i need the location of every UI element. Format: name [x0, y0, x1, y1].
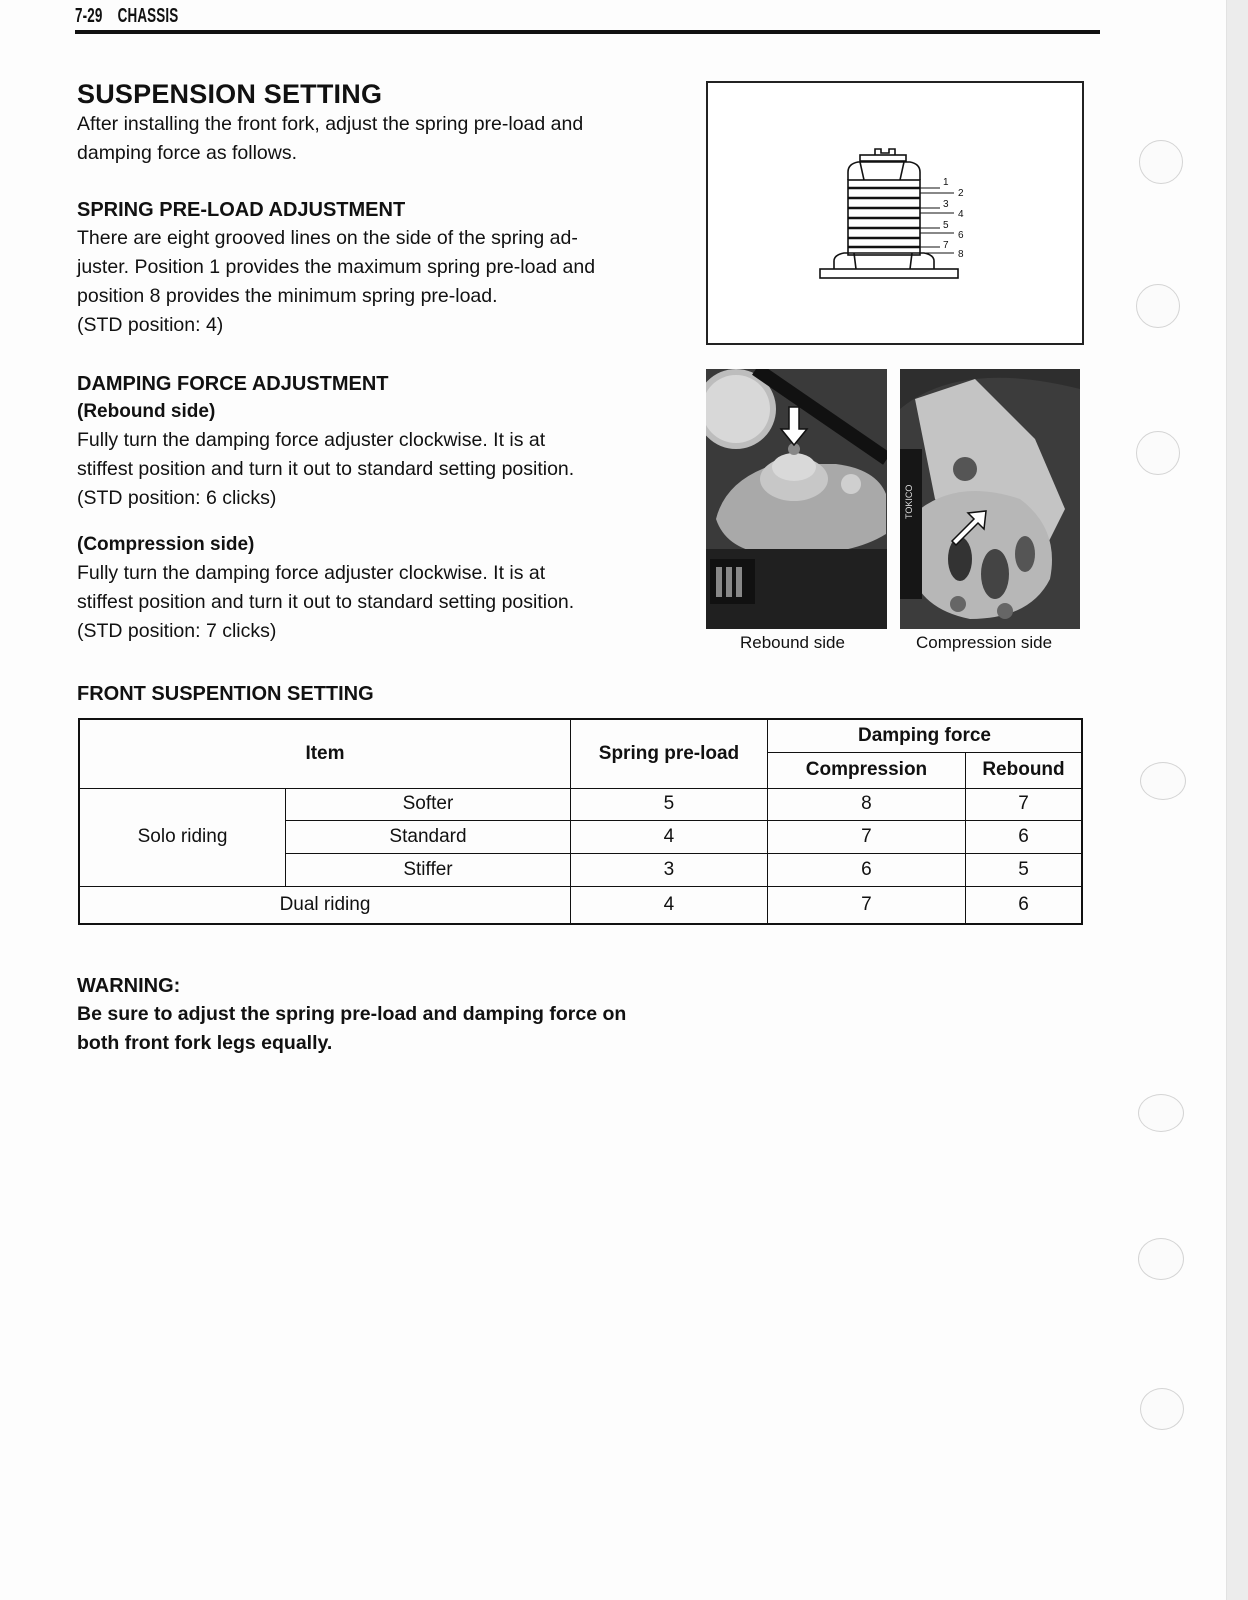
subsection-heading: DAMPING FORCE ADJUSTMENT: [77, 373, 389, 395]
spring-value: 4: [570, 820, 767, 853]
groove-label: 4: [958, 209, 964, 220]
table-title: FRONT SUSPENTION SETTING: [77, 683, 374, 705]
section-title: CHASSIS: [117, 5, 179, 27]
rebound-side-photo: [706, 369, 887, 629]
header-spring-preload: Spring pre-load: [570, 719, 767, 788]
compression-value: 8: [767, 788, 965, 820]
std-position: (STD position: 6 clicks): [77, 487, 277, 509]
row-label: Standard: [286, 820, 571, 853]
rebound-value: 7: [965, 788, 1082, 820]
spring-value: 3: [570, 853, 767, 886]
header-damping-force: Damping force: [767, 719, 1082, 752]
groove-label: 5: [943, 220, 949, 231]
binder-hole: [1140, 1388, 1184, 1430]
binder-hole: [1136, 431, 1180, 475]
header-rebound: Rebound: [965, 752, 1082, 788]
spring-adjuster-diagram: [706, 81, 1084, 345]
rebound-adjuster-image: [706, 369, 887, 629]
intro-text-line: damping force as follows.: [77, 142, 298, 164]
brand-mark: TOKICO: [904, 484, 914, 519]
binder-hole: [1139, 140, 1183, 184]
page-number-section: [75, 2, 192, 30]
compression-value: 7: [767, 820, 965, 853]
groove-label: 2: [958, 188, 964, 199]
table-row: [79, 886, 1082, 924]
warning-text-line: both front fork legs equally.: [77, 1032, 333, 1054]
warning-title: WARNING:: [77, 975, 181, 997]
spring-value: 4: [570, 886, 767, 924]
binder-hole: [1138, 1094, 1184, 1132]
page-number: 7-29: [75, 5, 103, 27]
groove-label: 3: [943, 199, 949, 210]
body-text-line: juster. Position 1 provides the maximum spring pre-load and: [77, 256, 596, 278]
std-position: (STD position: 4): [77, 314, 224, 336]
compression-side-photo: [900, 369, 1080, 629]
warning-text-line: Be sure to adjust the spring pre-load and damping force on: [77, 1003, 627, 1025]
compression-value: 6: [767, 853, 965, 886]
row-label: Softer: [286, 788, 571, 820]
compression-caption: Compression side: [916, 633, 1053, 652]
spring-preload-section: [77, 196, 677, 340]
header-item: Item: [79, 719, 570, 788]
binder-hole: [1136, 284, 1180, 328]
suspension-setting-section: [77, 78, 682, 168]
rebound-value: 6: [965, 820, 1082, 853]
rebound-value: 5: [965, 853, 1082, 886]
damping-force-section: [77, 370, 669, 646]
groove-label: 8: [958, 249, 964, 260]
compression-subheading: (Compression side): [77, 534, 255, 555]
body-text-line: stiffest position and turn it out to standard setting position.: [77, 591, 575, 613]
compression-adjuster-image: [900, 369, 1080, 629]
compression-value: 7: [767, 886, 965, 924]
rebound-subheading: (Rebound side): [77, 401, 216, 422]
binder-hole: [1138, 1238, 1184, 1280]
table-row: [79, 788, 1082, 820]
body-text-line: Fully turn the damping force adjuster clockwise. It is at: [77, 429, 546, 451]
spring-adjuster-drawing: [708, 83, 1082, 343]
header-compression: Compression: [767, 752, 965, 788]
binder-margin: [1226, 0, 1248, 1600]
binder-hole: [1140, 762, 1186, 800]
page-header: [75, 2, 1100, 34]
groove-label: 1: [943, 177, 949, 188]
groove-label: 6: [958, 230, 964, 241]
rebound-value: 6: [965, 886, 1082, 924]
solo-riding-cell: Solo riding: [79, 788, 286, 886]
groove-label: 7: [943, 240, 949, 251]
body-text-line: Fully turn the damping force adjuster clockwise. It is at: [77, 562, 546, 584]
warning-section: [77, 972, 697, 1058]
front-suspension-table: [78, 718, 1083, 925]
row-label: Stiffer: [286, 853, 571, 886]
body-text-line: position 8 provides the minimum spring pre-load.: [77, 285, 498, 307]
subsection-heading: SPRING PRE-LOAD ADJUSTMENT: [77, 199, 406, 221]
dual-riding-cell: Dual riding: [79, 886, 570, 924]
rebound-caption: Rebound side: [740, 633, 845, 652]
std-position: (STD position: 7 clicks): [77, 620, 277, 642]
intro-text-line: After installing the front fork, adjust the spring pre-load and: [77, 113, 584, 135]
body-text-line: stiffest position and turn it out to standard setting position.: [77, 458, 575, 480]
body-text-line: There are eight grooved lines on the side of the spring ad-: [77, 227, 578, 249]
spring-value: 5: [570, 788, 767, 820]
section-heading: SUSPENSION SETTING: [77, 79, 383, 109]
